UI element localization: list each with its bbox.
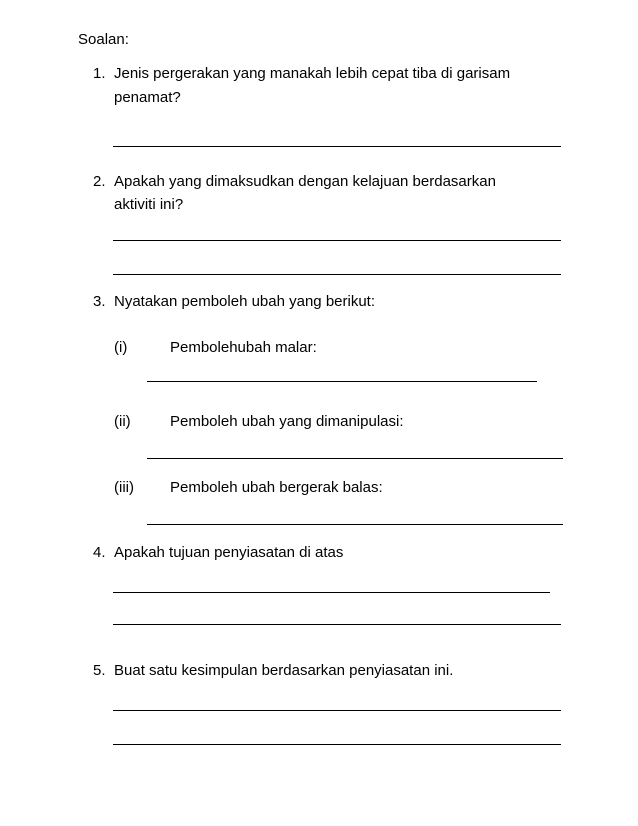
question-2-answer-line-1 — [113, 240, 561, 241]
subquestion-iii-label: (iii) — [114, 479, 134, 496]
subquestion-iii-answer-line — [147, 524, 563, 525]
subquestion-i-label: (i) — [114, 339, 128, 356]
question-2-number: 2. — [93, 173, 106, 190]
question-2-answer-line-2 — [113, 274, 561, 275]
subquestion-iii-text: Pemboleh ubah bergerak balas: — [170, 479, 383, 496]
subquestion-i-answer-line — [147, 381, 537, 382]
question-5-answer-line-2 — [113, 744, 561, 745]
question-4-number: 4. — [93, 544, 106, 561]
subquestion-ii-label: (ii) — [114, 413, 131, 430]
question-3-number: 3. — [93, 293, 106, 310]
subquestion-i-text: Pembolehubah malar: — [170, 339, 317, 356]
question-2-text-line-2: aktiviti ini? — [114, 196, 184, 213]
question-1-answer-line — [113, 146, 561, 147]
question-4-answer-line-2 — [113, 624, 561, 625]
question-1-text-line-1: Jenis pergerakan yang manakah lebih cepat tiba di garisam — [114, 65, 511, 82]
page-heading: Soalan: — [78, 31, 129, 48]
subquestion-ii-answer-line — [147, 458, 563, 459]
question-1-number: 1. — [93, 65, 106, 82]
question-4-answer-line-1 — [113, 592, 550, 593]
subquestion-ii-text: Pemboleh ubah yang dimanipulasi: — [170, 413, 404, 430]
question-5-answer-line-1 — [113, 710, 561, 711]
question-2-text-line-1: Apakah yang dimaksudkan dengan kelajuan berdasarkan — [114, 173, 496, 190]
question-1-text-line-2: penamat? — [114, 89, 181, 106]
question-4-text: Apakah tujuan penyiasatan di atas — [114, 544, 344, 561]
question-5-text: Buat satu kesimpulan berdasarkan penyiasatan ini. — [114, 662, 454, 679]
question-5-number: 5. — [93, 662, 106, 679]
question-3-text: Nyatakan pemboleh ubah yang berikut: — [114, 293, 376, 310]
